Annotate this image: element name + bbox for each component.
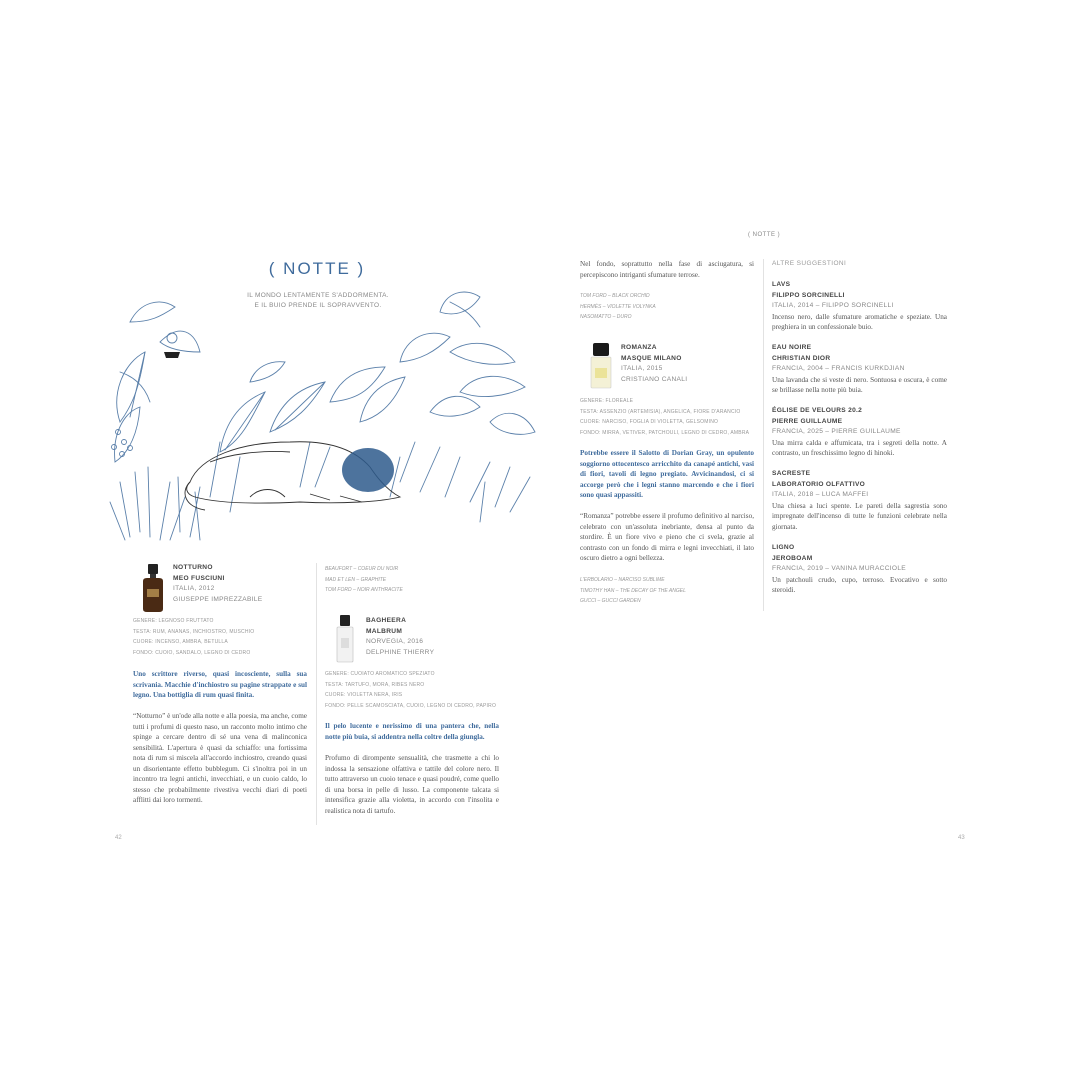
suggestion-description: Incenso nero, dalle sfumature aromatiche e speziate. Una preghiera in un confessionale buio. <box>772 312 947 331</box>
romanza-notes <box>580 396 749 438</box>
column-divider <box>763 259 764 611</box>
perfumer: CRISTIANO CANALI <box>621 375 688 383</box>
page-number-left: 42 <box>115 835 122 841</box>
suggestion-item <box>772 280 947 333</box>
suggestion-description: Una chiesa a luci spente. Le pareti della sagrestia sono impregnate dell'incenso di tutte le funzioni celebrate nella giornata. <box>772 501 947 531</box>
running-head: ( NOTTE ) <box>748 232 781 238</box>
column-divider <box>316 563 317 825</box>
bagheera-heading <box>366 616 406 637</box>
intro-alternatives <box>580 291 656 323</box>
alt-item: L'ERBOLARIO – NARCISO SUBLIME <box>580 577 665 583</box>
romanza-heading <box>621 343 682 364</box>
alt-item: TOM FORD – NOIR ANTHRACITE <box>325 587 403 593</box>
suggestion-item <box>772 406 947 459</box>
bagheera-lead: Il pelo lucente e nerissimo di una pantera che, nella notte più buia, si addentra nella coltre della giungla. <box>325 722 499 741</box>
subtitle-line: IL MONDO LENTAMENTE S'ADDORMENTA. <box>247 292 389 299</box>
notturno-lead: Uno scrittore riverso, quasi incosciente, sulla sua scrivania. Macchie d'inchiostro su pagine strappate e sul legno. Una bottiglia di rum quasi finita. <box>133 670 307 699</box>
section-title: ( NOTTE ) <box>268 259 366 278</box>
panther-head-shape <box>342 448 394 492</box>
suggestion-name: EAU NOIRE <box>772 344 812 351</box>
alt-item: MAD ET LEN – GRAPHITE <box>325 576 387 583</box>
notturno-heading <box>173 563 225 584</box>
suggestion-name: LAVS <box>772 281 791 288</box>
note-fondo: FONDO: MIRRA, VETIVER, PATCHOULI, LEGNO DI CEDRO, AMBRA <box>580 429 750 436</box>
note-testa: TESTA: ASSENZIO (ARTEMISIA), ANGELICA, FIORE D'ARANCIO <box>580 408 741 415</box>
bagheera-body: Profumo di dirompente sensualità, che trasmette a chi lo indossa la sensazione olfattiva e tattile del colore nero. Il tutto attraverso un cuoio tenace e quasi poudré, come quello di una borsa in pelle di lusso. La componente talcata si intensifica grazie alla violetta, in accordo con l'insolita e realistica nota di tartufo. <box>325 754 499 815</box>
suggestion-brand: FILIPPO SORCINELLI <box>772 291 845 299</box>
suggestions-title: ALTRE SUGGESTIONI <box>772 260 847 267</box>
suggestion-meta: ITALIA, 2018 – LUCA MAFFEI <box>772 491 869 498</box>
romanza-meta <box>621 364 687 385</box>
perfume-brand: MEO FUSCIUNI <box>173 574 225 582</box>
suggestion-brand: CHRISTIAN DIOR <box>772 354 831 362</box>
page-number-right: 43 <box>958 835 965 841</box>
suggestion-name: ÉGLISE DE VELOURS 20.2 <box>772 407 863 414</box>
notturno-body: “Notturno” è un'ode alla notte e alla poesia, ma anche, come tutti i profumi di questo naso, un racconto molto intimo che spinge a cercare dentro di sé una vena di malinconica sensibilità. L'apertura è quasi da schiaffo: una fortissima nota di rum si miscela all'accordo inchiostro, creando quasi un disorientante effetto bubblegum. Ci s'inoltra poi in un incontro tra legni antichi, invecchiati, e un cuoio caldo, lo stesso che probabilmente rivestiva vecchi diari di poeti afflitti dai loro tormenti. <box>133 712 307 804</box>
note-fondo: FONDO: PELLE SCAMOSCIATA, CUOIO, LEGNO DI CEDRO, PAPIRO <box>325 702 497 709</box>
suggestion-brand: JEROBOAM <box>772 554 813 562</box>
note-cuore: CUORE: INCENSO, AMBRA, BETULLA <box>133 639 228 645</box>
note-genere: GENERE: CUOIATO AROMATICO SPEZIATO <box>325 671 435 677</box>
perfume-name: BAGHEERA <box>366 617 407 624</box>
romanza-body: “Romanza” potrebbe essere il profumo definitivo al narciso, celebrato con un'assoluta inebriante, densa al punto da stordire. È un fiore vivo e pieno che ci svela, grazie al contrasto con un fondo di mirra e legni invecchiati, il lato oscuro dietro a ogni bellezza. <box>580 512 754 562</box>
romanza-lead: Potrebbe essere il Salotto di Dorian Gray, un opulento soggiorno ottocentesco arricchito da canapé antichi, vasi di fiori, tavoli di legno pregiato. Avvicinandosi, ci si accorge però che i legni stanno marcendo e che i fiori sono quasi appassiti. <box>580 449 754 499</box>
note-genere: GENERE: LEGNOSO FRUTTATO <box>133 618 214 624</box>
note-cuore: CUORE: VIOLETTA NERA, IRIS <box>325 692 403 698</box>
notturno-alternatives <box>325 564 403 596</box>
suggestion-meta: FRANCIA, 2019 – VANINA MURACCIOLE <box>772 565 906 572</box>
suggestion-meta: FRANCIA, 2004 – FRANCIS KURKDJIAN <box>772 365 905 372</box>
alt-item: GUCCI – GUCCI GARDEN <box>580 598 641 604</box>
suggestion-brand: LABORATORIO OLFATTIVO <box>772 480 866 488</box>
romanza-bottle-image <box>588 342 614 390</box>
alt-item: HERMÈS – VIOLETTE VOLYNKA <box>580 303 656 310</box>
alt-item: BEAUFORT – COEUR DU NOIR <box>325 566 399 572</box>
country-year: NORVEGIA, 2016 <box>366 638 424 645</box>
perfume-name: ROMANZA <box>621 344 657 351</box>
note-testa: TESTA: TARTUFO, MORA, RIBES NERO <box>325 681 425 688</box>
suggestion-brand: PIERRE GUILLAUME <box>772 417 843 425</box>
suggestion-item <box>772 543 947 596</box>
suggestion-item <box>772 343 947 396</box>
subtitle-line: E IL BUIO PRENDE IL SOPRAVVENTO. <box>254 302 382 309</box>
note-fondo: FONDO: CUOIO, SANDALO, LEGNO DI CEDRO <box>133 649 251 656</box>
suggestion-name: LIGNO <box>772 544 795 551</box>
panther-jungle-illustration <box>100 282 540 554</box>
perfume-name: NOTTURNO <box>173 564 213 571</box>
notturno-bottle-image <box>139 563 167 613</box>
suggestion-meta: FRANCIA, 2025 – PIERRE GUILLAUME <box>772 428 901 435</box>
suggestion-description: Un patchouli crudo, cupo, terroso. Evocativo e sotto steroidi. <box>772 575 947 594</box>
alt-item: NASOMATTO – DURO <box>580 314 632 320</box>
bagheera-notes <box>325 669 496 711</box>
perfumer: DELPHINE THIERRY <box>366 648 435 656</box>
country-year: ITALIA, 2015 <box>621 365 663 372</box>
alt-item: TIMOTHY HAN – THE DECAY OF THE ANGEL <box>580 587 686 594</box>
suggestion-description: Una lavanda che si veste di nero. Sontuosa e oscura, è come se brillasse nella notte più buia. <box>772 375 947 394</box>
suggestion-name: SACRESTE <box>772 470 811 477</box>
perfumer: GIUSEPPE IMPREZZABILE <box>173 595 263 603</box>
perfume-brand: MASQUE MILANO <box>621 354 682 362</box>
perfume-brand: MALBRUM <box>366 627 403 635</box>
bagheera-bottle-image <box>334 614 356 664</box>
bagheera-meta <box>366 637 434 658</box>
country-year: ITALIA, 2012 <box>173 585 215 592</box>
notturno-notes <box>133 616 254 658</box>
romanza-alternatives <box>580 575 686 607</box>
note-testa: TESTA: RUM, ANANAS, INCHIOSTRO, MUSCHIO <box>133 628 255 635</box>
note-genere: GENERE: FLOREALE <box>580 398 634 404</box>
romanza-intro: Nel fondo, soprattutto nella fase di asciugatura, si percepiscono intriganti sfumature terrose. <box>580 260 754 279</box>
suggestion-description: Una mirra calda e affumicata, tra i segreti della notte. A contrasto, un freschissimo legno di hinoki. <box>772 438 947 457</box>
alt-item: TOM FORD – BLACK ORCHID <box>580 293 650 299</box>
suggestion-item <box>772 469 947 532</box>
suggestion-meta: ITALIA, 2014 – FILIPPO SORCINELLI <box>772 302 894 309</box>
notturno-meta <box>173 584 262 605</box>
note-cuore: CUORE: NARCISO, FOGLIA DI VIOLETTA, GELSOMINO <box>580 419 719 425</box>
